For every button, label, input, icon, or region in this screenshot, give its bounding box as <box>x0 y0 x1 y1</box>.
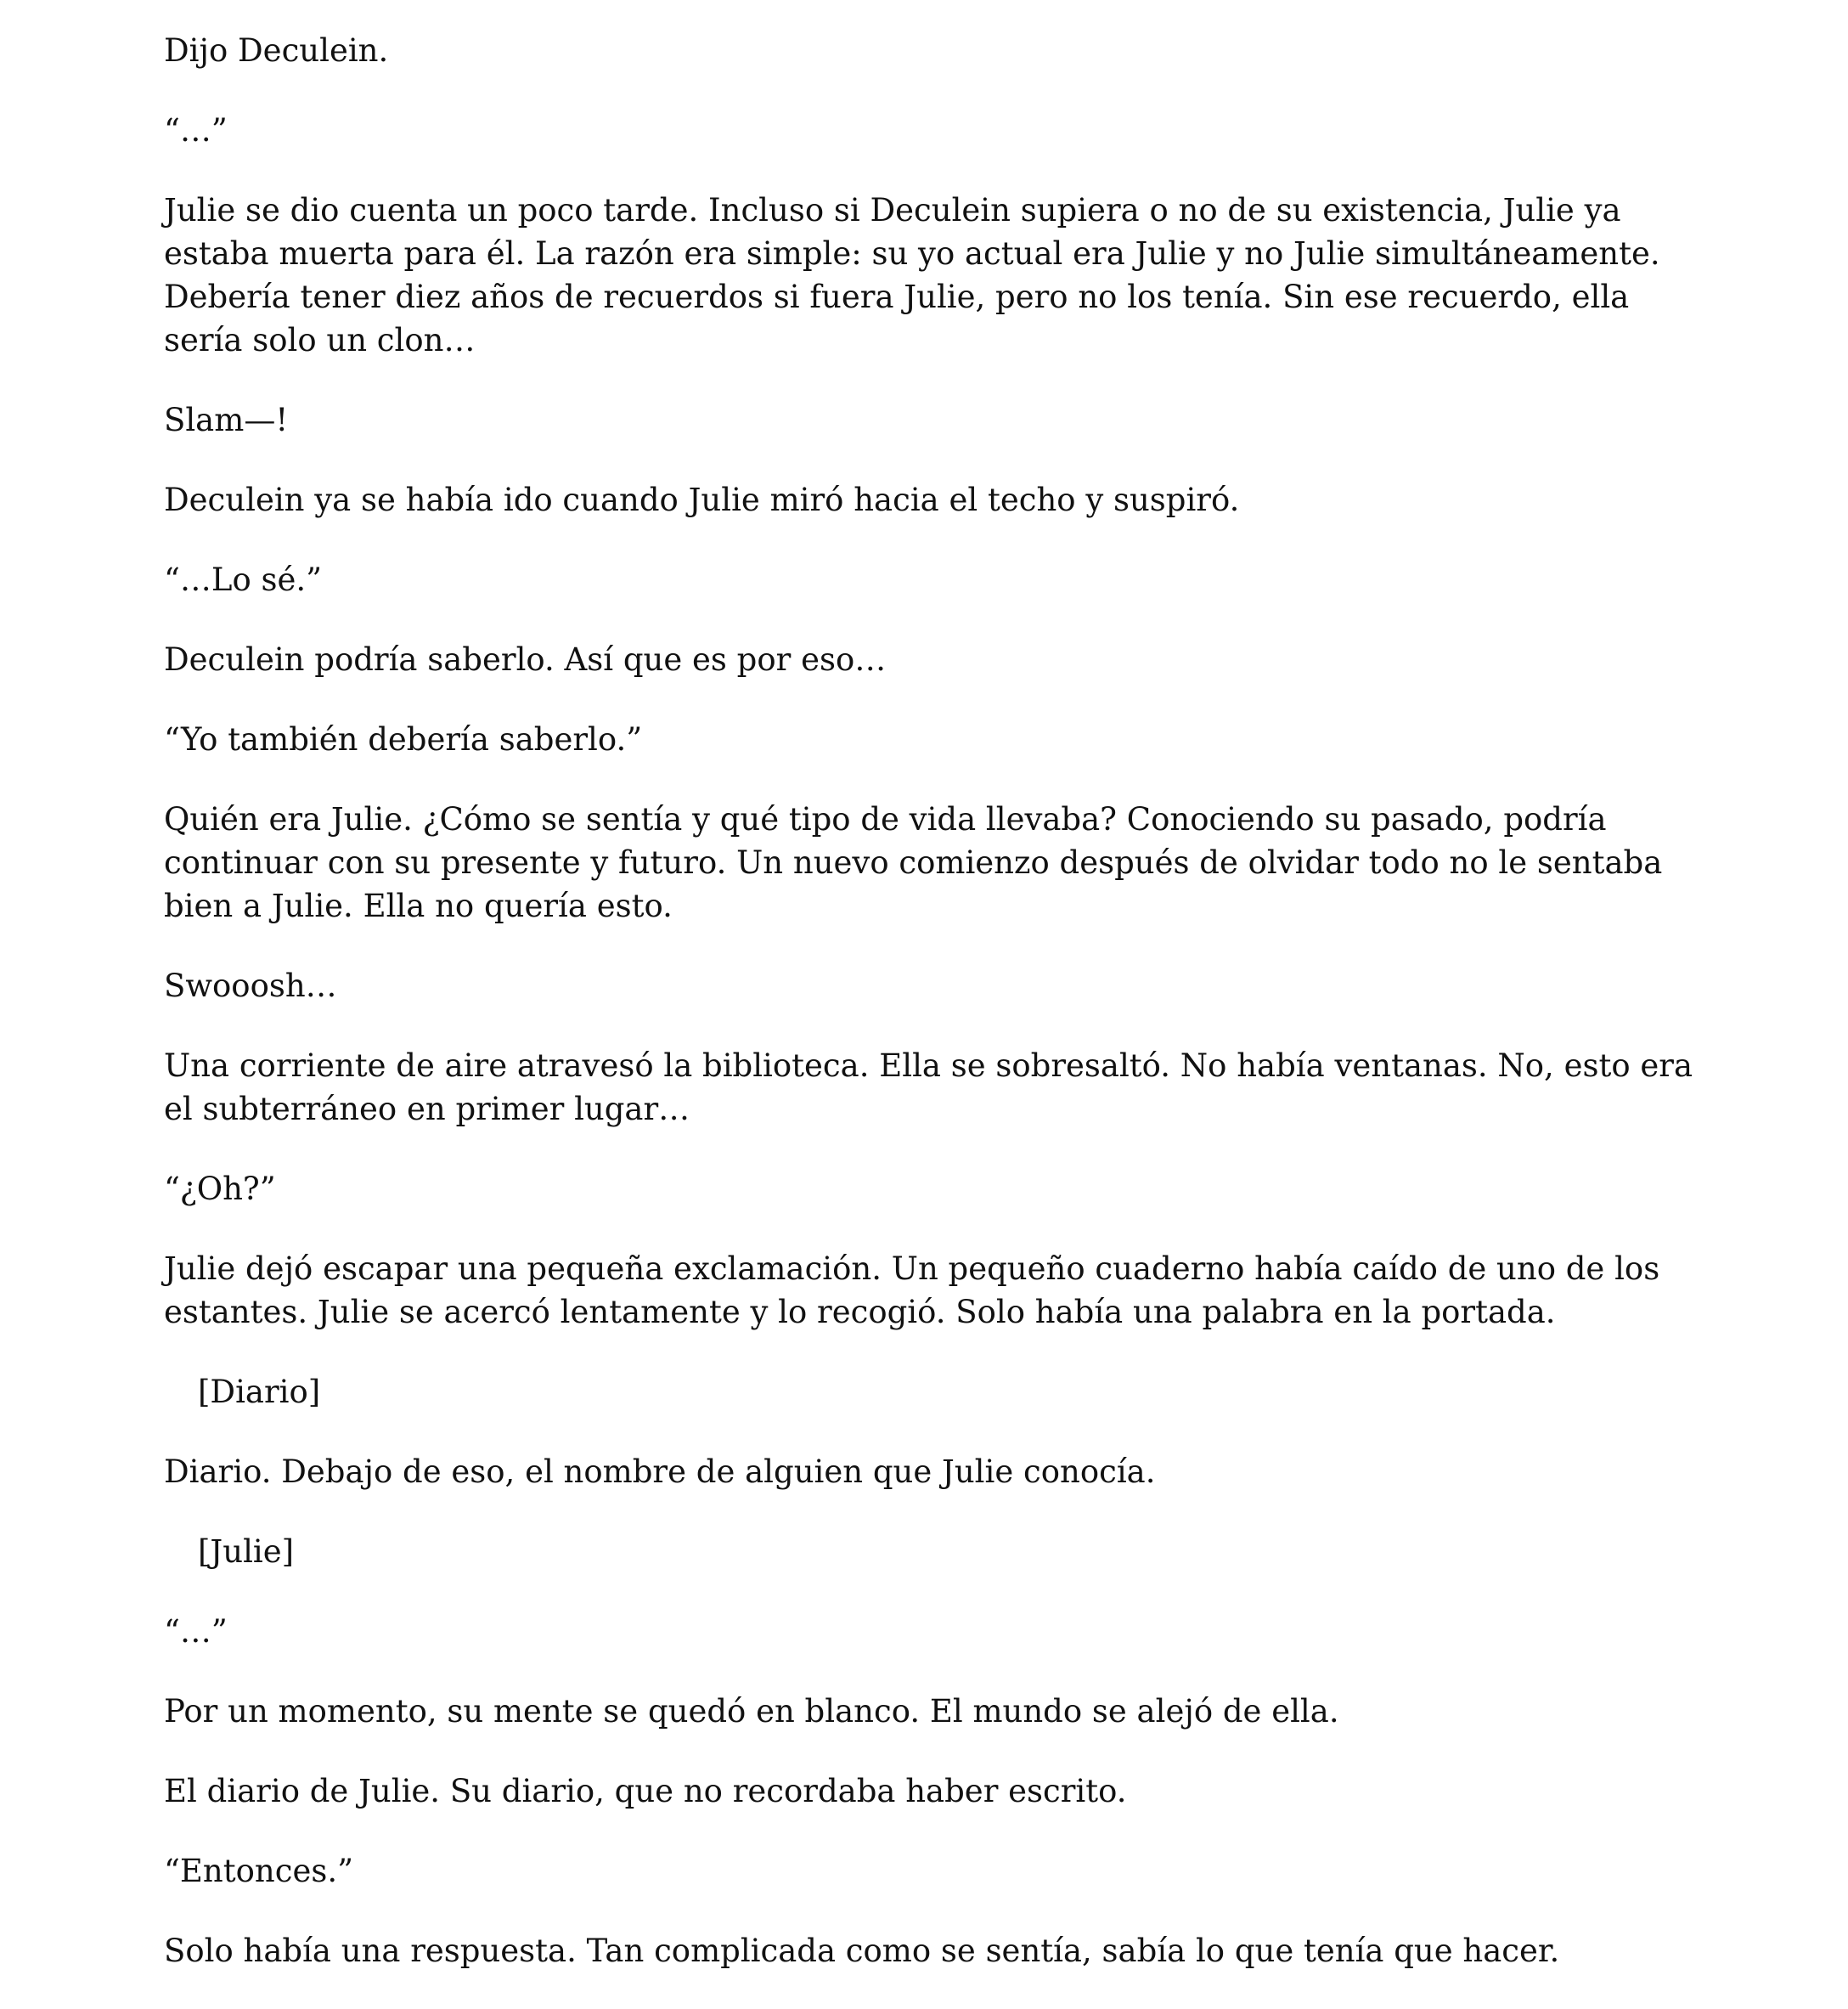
paragraph: Deculein ya se había ido cuando Julie miró hacia el techo y suspiró. <box>164 482 1240 518</box>
paragraph: Julie dejó escapar una pequeña exclamación. Un pequeño cuaderno había caído de uno de los estantes. Julie se acercó lentamente y lo recogió. Solo había una palabra en la portada. <box>164 1250 1660 1330</box>
paragraph: “Entonces.” <box>164 1853 354 1889</box>
paragraph: Por un momento, su mente se quedó en blanco. El mundo se alejó de ella. <box>164 1693 1339 1730</box>
paragraph: Julie se dio cuenta un poco tarde. Incluso si Deculein supiera o no de su existencia, Julie ya estaba muerta para él. La razón era simple: su yo actual era Julie y no Julie simultáneamente. Debería tener diez años de recuerdos si fuera Julie, pero no los tenía. Sin ese recuerdo, ella sería solo un clon… <box>164 192 1660 358</box>
paragraph: Solo había una respuesta. Tan complicada como se sentía, sabía lo que tenía que hacer. <box>164 1933 1560 1969</box>
diary-title-line: [Diario] <box>198 1374 321 1410</box>
document-page <box>164 29 1710 2009</box>
paragraph: “…” <box>164 1613 228 1650</box>
paragraph: El diario de Julie. Su diario, que no recordaba haber escrito. <box>164 1773 1127 1809</box>
paragraph: “¿Oh?” <box>164 1171 276 1207</box>
paragraph: Diario. Debajo de eso, el nombre de alguien que Julie conocía. <box>164 1453 1156 1490</box>
paragraph: Una corriente de aire atravesó la biblioteca. Ella se sobresaltó. No había ventanas. No, esto era el subterráneo en primer lugar… <box>164 1047 1693 1127</box>
paragraph: Slam—! <box>164 402 289 438</box>
paragraph: “…Lo sé.” <box>164 562 323 598</box>
paragraph: Quién era Julie. ¿Cómo se sentía y qué tipo de vida llevaba? Conociendo su pasado, podría continuar con su presente y futuro. Un nuevo comienzo después de olvidar todo no le sentaba bien a Julie. Ella no quería esto. <box>164 801 1663 924</box>
paragraph: Swooosh… <box>164 968 337 1004</box>
diary-name-line: [Julie] <box>198 1533 295 1570</box>
paragraph: Deculein podría saberlo. Así que es por eso… <box>164 641 887 678</box>
paragraph: “…” <box>164 112 228 149</box>
paragraph: “Yo también debería saberlo.” <box>164 721 643 758</box>
paragraph: Dijo Deculein. <box>164 32 389 69</box>
